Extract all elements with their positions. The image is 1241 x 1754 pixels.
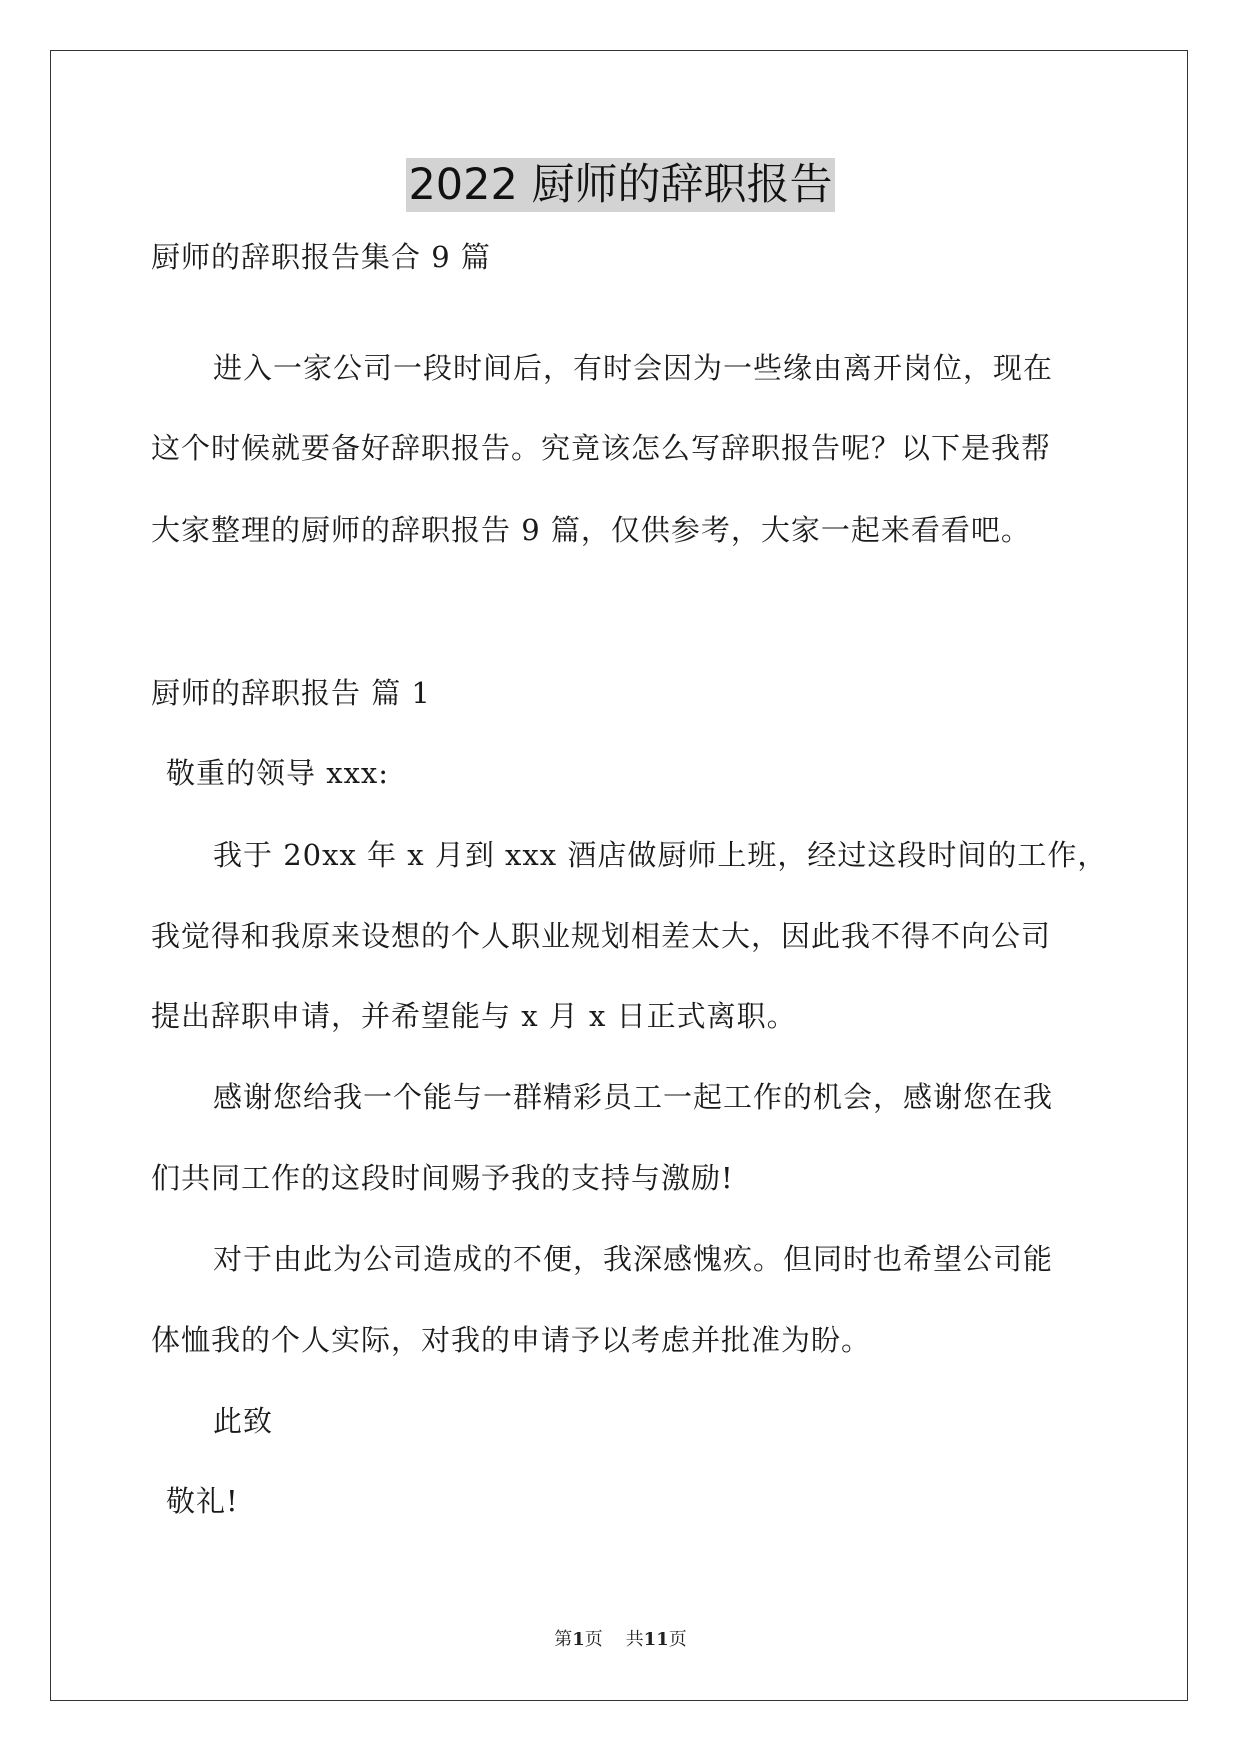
paragraph3-line-2: 体恤我的个人实际，对我的申请予以考虑并批准为盼。 xyxy=(151,1323,872,1357)
paragraph1-line-2: 我觉得和我原来设想的个人职业规划相差太大，因此我不得不向公司 xyxy=(151,919,1052,953)
page-border xyxy=(50,50,1188,1701)
paragraph2-line-1: 感谢您给我一个能与一群精彩员工一起工作的机会，感谢您在我 xyxy=(213,1080,1054,1114)
document-title: 2022 厨师的辞职报告 xyxy=(408,160,833,210)
document-subtitle: 厨师的辞职报告集合 9 篇 xyxy=(151,240,491,274)
paragraph3-line-1: 对于由此为公司造成的不便，我深感愧疚。但同时也希望公司能 xyxy=(213,1242,1054,1276)
paragraph1-line-1: 我于 20xx 年 x 月到 xxx 酒店做厨师上班，经过这段时间的工作， xyxy=(213,838,1108,872)
footer-total-suffix: 页 xyxy=(668,1629,687,1650)
intro-line-3: 大家整理的厨师的辞职报告 9 篇，仅供参考，大家一起来看看吧。 xyxy=(151,513,1031,547)
title-container xyxy=(0,158,1241,212)
intro-line-2: 这个时候就要备好辞职报告。究竟该怎么写辞职报告呢？以下是我帮 xyxy=(151,431,1052,465)
footer-page-number: 1 xyxy=(572,1629,585,1650)
footer-prefix: 第 xyxy=(554,1629,573,1650)
footer-page-suffix: 页 xyxy=(584,1629,603,1650)
paragraph1-line-3: 提出辞职申请，并希望能与 x 月 x 日正式离职。 xyxy=(151,999,797,1033)
page-footer xyxy=(0,1629,1241,1651)
regards: 敬礼! xyxy=(166,1484,239,1518)
salutation: 敬重的领导 xxx: xyxy=(166,756,390,790)
intro-line-1: 进入一家公司一段时间后，有时会因为一些缘由离开岗位，现在 xyxy=(213,351,1054,385)
closing: 此致 xyxy=(213,1404,274,1438)
paragraph2-line-2: 们共同工作的这段时间赐予我的支持与激励! xyxy=(151,1161,734,1195)
footer-total-prefix: 共 xyxy=(625,1629,644,1650)
footer-total-pages: 11 xyxy=(643,1629,669,1650)
section-heading: 厨师的辞职报告 篇 1 xyxy=(151,676,431,710)
